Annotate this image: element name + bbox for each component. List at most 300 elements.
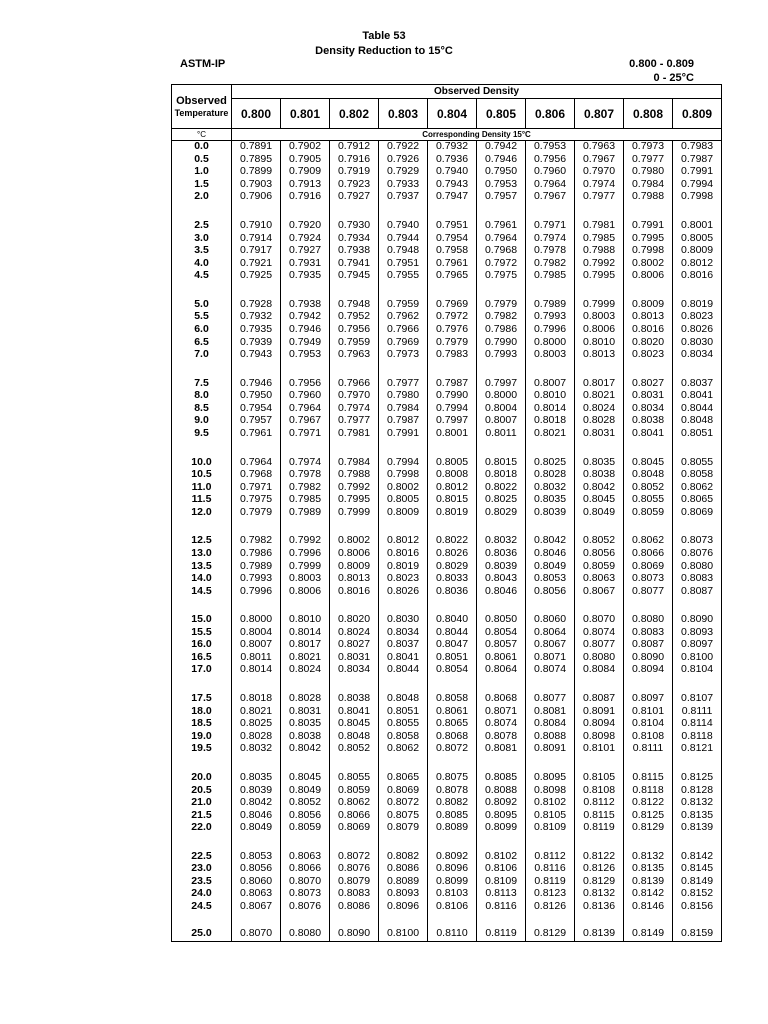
density-cell: 0.8062 — [330, 796, 379, 809]
density-cell: 0.8102 — [477, 850, 526, 863]
density-cell: 0.8091 — [526, 743, 575, 756]
temperature-cell: 6.5 — [172, 336, 232, 349]
density-cell: 0.7977 — [379, 377, 428, 390]
density-cell: 0.8096 — [379, 900, 428, 913]
density-cell: 0.8025 — [526, 456, 575, 469]
table-row — [172, 875, 722, 888]
spacer-cell — [477, 282, 526, 298]
density-cell: 0.8085 — [428, 809, 477, 822]
density-cell: 0.7963 — [575, 140, 624, 153]
density-cell: 0.8007 — [526, 377, 575, 390]
density-cell: 0.8054 — [428, 664, 477, 677]
density-cell: 0.8031 — [281, 705, 330, 718]
density-cell: 0.8076 — [330, 863, 379, 876]
density-cell: 0.8071 — [477, 705, 526, 718]
spacer-cell — [330, 834, 379, 850]
density-cell: 0.8082 — [428, 796, 477, 809]
temperature-cell: 12.5 — [172, 535, 232, 548]
density-cell: 0.8126 — [575, 863, 624, 876]
density-cell: 0.8123 — [526, 888, 575, 901]
density-cell: 0.8032 — [526, 481, 575, 494]
spacer-cell — [281, 834, 330, 850]
density-cell: 0.7973 — [379, 348, 428, 361]
temperature-cell: 22.0 — [172, 822, 232, 835]
column-header: 0.806 — [526, 99, 575, 129]
density-cell: 0.7962 — [379, 311, 428, 324]
density-cell: 0.7997 — [477, 377, 526, 390]
density-cell: 0.8049 — [281, 784, 330, 797]
density-cell: 0.8101 — [575, 743, 624, 756]
density-cell: 0.8007 — [477, 415, 526, 428]
density-cell: 0.8067 — [575, 585, 624, 598]
density-cell: 0.7972 — [428, 311, 477, 324]
density-cell: 0.8072 — [428, 743, 477, 756]
density-cell: 0.8017 — [281, 639, 330, 652]
density-cell: 0.8076 — [673, 547, 722, 560]
group-spacer — [172, 519, 722, 535]
density-cell: 0.7953 — [526, 140, 575, 153]
density-cell: 0.7950 — [477, 166, 526, 179]
density-cell: 0.8050 — [477, 614, 526, 627]
table-number: Table 53 — [362, 30, 406, 42]
temperature-cell: 0.0 — [172, 140, 232, 153]
density-cell: 0.8041 — [330, 705, 379, 718]
density-cell: 0.8129 — [575, 875, 624, 888]
density-cell: 0.7985 — [575, 232, 624, 245]
group-spacer — [172, 440, 722, 456]
density-cell: 0.7946 — [477, 153, 526, 166]
density-cell: 0.8038 — [575, 469, 624, 482]
spacer-cell — [330, 361, 379, 377]
density-cell: 0.8039 — [526, 506, 575, 519]
spacer-cell — [428, 676, 477, 692]
spacer-cell — [624, 361, 673, 377]
group-spacer — [172, 676, 722, 692]
temperature-cell: 13.0 — [172, 547, 232, 560]
spacer-cell — [624, 203, 673, 219]
spacer-cell — [526, 913, 575, 925]
density-cell: 0.8006 — [281, 585, 330, 598]
density-cell: 0.8039 — [232, 784, 281, 797]
table-row — [172, 336, 722, 349]
density-cell: 0.7891 — [232, 140, 281, 153]
density-cell: 0.8109 — [477, 875, 526, 888]
density-cell: 0.8021 — [526, 427, 575, 440]
density-cell: 0.7991 — [673, 166, 722, 179]
column-header: 0.808 — [624, 99, 673, 129]
table-row — [172, 166, 722, 179]
density-cell: 0.8070 — [575, 614, 624, 627]
density-cell: 0.7961 — [232, 427, 281, 440]
density-cell: 0.8098 — [575, 730, 624, 743]
spacer-cell — [673, 598, 722, 614]
table-row — [172, 257, 722, 270]
density-cell: 0.7999 — [330, 506, 379, 519]
temperature-cell: 3.5 — [172, 245, 232, 258]
spacer-cell — [428, 913, 477, 925]
spacer-cell — [575, 834, 624, 850]
density-cell: 0.7951 — [428, 219, 477, 232]
density-cell: 0.8066 — [281, 863, 330, 876]
density-cell: 0.8035 — [232, 771, 281, 784]
spacer-cell — [477, 676, 526, 692]
temperature-cell: 11.5 — [172, 494, 232, 507]
density-cell: 0.7969 — [379, 336, 428, 349]
density-cell: 0.7935 — [232, 323, 281, 336]
density-cell: 0.8009 — [624, 298, 673, 311]
density-cell: 0.8063 — [575, 572, 624, 585]
density-cell: 0.7990 — [477, 336, 526, 349]
density-cell: 0.7927 — [281, 245, 330, 258]
density-cell: 0.8071 — [526, 651, 575, 664]
density-cell: 0.7988 — [330, 469, 379, 482]
density-cell: 0.7938 — [330, 245, 379, 258]
density-cell: 0.7953 — [281, 348, 330, 361]
density-cell: 0.8049 — [232, 822, 281, 835]
density-cell: 0.8053 — [232, 850, 281, 863]
spacer-cell — [575, 519, 624, 535]
density-cell: 0.8089 — [379, 875, 428, 888]
density-cell: 0.8093 — [673, 626, 722, 639]
density-cell: 0.7996 — [526, 323, 575, 336]
density-cell: 0.8042 — [575, 481, 624, 494]
spacer-cell — [172, 676, 232, 692]
density-cell: 0.8014 — [232, 664, 281, 677]
density-cell: 0.7957 — [232, 415, 281, 428]
density-cell: 0.8049 — [526, 560, 575, 573]
density-cell: 0.7932 — [232, 311, 281, 324]
temperature-cell: 21.0 — [172, 796, 232, 809]
density-cell: 0.7999 — [281, 560, 330, 573]
density-cell: 0.8003 — [281, 572, 330, 585]
density-cell: 0.8008 — [428, 469, 477, 482]
density-cell: 0.8023 — [673, 311, 722, 324]
density-cell: 0.7953 — [477, 178, 526, 191]
temperature-cell: 19.0 — [172, 730, 232, 743]
density-cell: 0.8044 — [428, 626, 477, 639]
density-cell: 0.8048 — [624, 469, 673, 482]
column-header: 0.807 — [575, 99, 624, 129]
table-row — [172, 718, 722, 731]
density-cell: 0.8038 — [281, 730, 330, 743]
density-cell: 0.8042 — [281, 743, 330, 756]
spacer-cell — [281, 755, 330, 771]
density-cell: 0.7960 — [526, 166, 575, 179]
density-cell: 0.7951 — [379, 257, 428, 270]
density-cell: 0.8083 — [330, 888, 379, 901]
table-row — [172, 626, 722, 639]
density-cell: 0.7993 — [477, 348, 526, 361]
density-cell: 0.8041 — [379, 651, 428, 664]
density-cell: 0.7964 — [526, 178, 575, 191]
density-cell: 0.8043 — [477, 572, 526, 585]
spacer-cell — [428, 440, 477, 456]
column-header: 0.809 — [673, 99, 722, 129]
density-cell: 0.8027 — [330, 639, 379, 652]
density-cell: 0.8046 — [526, 547, 575, 560]
density-cell: 0.7963 — [330, 348, 379, 361]
density-cell: 0.8099 — [477, 822, 526, 835]
density-cell: 0.7992 — [330, 481, 379, 494]
density-cell: 0.7905 — [281, 153, 330, 166]
row-header-line1: Observed — [176, 94, 227, 107]
density-cell: 0.8002 — [379, 481, 428, 494]
table-row — [172, 547, 722, 560]
density-cell: 0.8045 — [330, 718, 379, 731]
density-cell: 0.8056 — [575, 547, 624, 560]
spacer-cell — [575, 203, 624, 219]
density-cell: 0.8023 — [379, 572, 428, 585]
density-cell: 0.8113 — [477, 888, 526, 901]
group-spacer — [172, 598, 722, 614]
temperature-cell: 15.5 — [172, 626, 232, 639]
density-cell: 0.8016 — [624, 323, 673, 336]
spacer-cell — [428, 834, 477, 850]
spacer-cell — [281, 361, 330, 377]
density-cell: 0.7993 — [232, 572, 281, 585]
density-cell: 0.7926 — [379, 153, 428, 166]
density-cell: 0.8051 — [673, 427, 722, 440]
spacer-cell — [428, 519, 477, 535]
column-header: 0.801 — [281, 99, 330, 129]
density-cell: 0.7995 — [624, 232, 673, 245]
density-cell: 0.8077 — [575, 639, 624, 652]
temperature-cell: 22.5 — [172, 850, 232, 863]
density-cell: 0.8032 — [232, 743, 281, 756]
spacer-cell — [575, 755, 624, 771]
density-cell: 0.8132 — [624, 850, 673, 863]
density-cell: 0.8088 — [477, 784, 526, 797]
density-cell: 0.8060 — [526, 614, 575, 627]
density-cell: 0.7941 — [330, 257, 379, 270]
density-cell: 0.8136 — [575, 900, 624, 913]
density-cell: 0.7942 — [281, 311, 330, 324]
density-cell: 0.7930 — [330, 219, 379, 232]
density-cell: 0.8024 — [281, 664, 330, 677]
spacer-cell — [379, 598, 428, 614]
density-cell: 0.8001 — [673, 219, 722, 232]
spacer-cell — [379, 519, 428, 535]
density-cell: 0.8115 — [575, 809, 624, 822]
density-cell: 0.8078 — [477, 730, 526, 743]
density-cell: 0.8102 — [526, 796, 575, 809]
density-cell: 0.8028 — [232, 730, 281, 743]
density-cell: 0.8038 — [624, 415, 673, 428]
density-cell: 0.8061 — [428, 705, 477, 718]
density-cell: 0.8021 — [281, 651, 330, 664]
spacer-cell — [624, 440, 673, 456]
column-header: 0.804 — [428, 99, 477, 129]
density-cell: 0.7968 — [232, 469, 281, 482]
density-cell: 0.7964 — [477, 232, 526, 245]
density-cell: 0.7922 — [379, 140, 428, 153]
table-row — [172, 219, 722, 232]
density-cell: 0.8040 — [428, 614, 477, 627]
spacer-cell — [330, 519, 379, 535]
table-row — [172, 494, 722, 507]
temperature-range: 0 - 25°C — [653, 72, 694, 84]
table-row — [172, 298, 722, 311]
density-cell: 0.8075 — [428, 771, 477, 784]
density-cell: 0.7982 — [281, 481, 330, 494]
spacer-cell — [428, 361, 477, 377]
density-cell: 0.8009 — [330, 560, 379, 573]
density-cell: 0.7946 — [232, 377, 281, 390]
density-cell: 0.7956 — [281, 377, 330, 390]
density-cell: 0.7989 — [232, 560, 281, 573]
spacer-cell — [172, 440, 232, 456]
density-cell: 0.7967 — [281, 415, 330, 428]
density-cell: 0.7975 — [477, 270, 526, 283]
spacer-cell — [624, 598, 673, 614]
density-cell: 0.7985 — [281, 494, 330, 507]
spacer-cell — [379, 361, 428, 377]
density-cell: 0.7940 — [428, 166, 477, 179]
density-cell: 0.7943 — [428, 178, 477, 191]
temperature-cell: 0.5 — [172, 153, 232, 166]
spacer-cell — [379, 913, 428, 925]
density-cell: 0.7984 — [624, 178, 673, 191]
density-cell: 0.8012 — [379, 535, 428, 548]
density-cell: 0.7961 — [477, 219, 526, 232]
temperature-cell: 1.0 — [172, 166, 232, 179]
density-cell: 0.7956 — [526, 153, 575, 166]
density-cell: 0.8097 — [673, 639, 722, 652]
density-cell: 0.8119 — [477, 925, 526, 941]
density-cell: 0.8045 — [624, 456, 673, 469]
density-cell: 0.8112 — [526, 850, 575, 863]
density-cell: 0.7992 — [281, 535, 330, 548]
table-row — [172, 771, 722, 784]
density-cell: 0.8048 — [673, 415, 722, 428]
density-cell: 0.7974 — [330, 402, 379, 415]
density-cell: 0.7974 — [575, 178, 624, 191]
density-cell: 0.7967 — [526, 191, 575, 204]
density-cell: 0.7964 — [232, 456, 281, 469]
table-row — [172, 245, 722, 258]
density-cell: 0.7973 — [624, 140, 673, 153]
spacer-cell — [477, 361, 526, 377]
density-cell: 0.8092 — [428, 850, 477, 863]
density-cell: 0.8014 — [526, 402, 575, 415]
density-cell: 0.8146 — [624, 900, 673, 913]
density-cell: 0.8118 — [673, 730, 722, 743]
table-row — [172, 822, 722, 835]
density-cell: 0.8061 — [477, 651, 526, 664]
density-cell: 0.7913 — [281, 178, 330, 191]
spacer-cell — [172, 755, 232, 771]
density-cell: 0.8129 — [624, 822, 673, 835]
density-cell: 0.8074 — [526, 664, 575, 677]
density-cell: 0.8016 — [379, 547, 428, 560]
table-row — [172, 925, 722, 941]
density-cell: 0.7954 — [428, 232, 477, 245]
density-cell: 0.7938 — [281, 298, 330, 311]
temperature-cell: 18.0 — [172, 705, 232, 718]
group-spacer — [172, 834, 722, 850]
density-cell: 0.8095 — [477, 809, 526, 822]
spacer-cell — [232, 676, 281, 692]
temperature-cell: 3.0 — [172, 232, 232, 245]
density-cell: 0.8065 — [428, 718, 477, 731]
spacer-cell — [624, 834, 673, 850]
density-cell: 0.8087 — [575, 692, 624, 705]
density-cell: 0.7917 — [232, 245, 281, 258]
density-cell: 0.8041 — [673, 390, 722, 403]
spacer-cell — [624, 913, 673, 925]
density-cell: 0.8035 — [526, 494, 575, 507]
density-cell: 0.7932 — [428, 140, 477, 153]
density-cell: 0.8132 — [673, 796, 722, 809]
density-cell: 0.8054 — [477, 626, 526, 639]
density-cell: 0.7978 — [281, 469, 330, 482]
table-row — [172, 153, 722, 166]
spacer-cell — [575, 361, 624, 377]
density-cell: 0.8038 — [330, 692, 379, 705]
density-cell: 0.7924 — [281, 232, 330, 245]
table-row — [172, 415, 722, 428]
density-cell: 0.8075 — [379, 809, 428, 822]
density-cell: 0.7899 — [232, 166, 281, 179]
density-cell: 0.8027 — [624, 377, 673, 390]
temperature-cell: 12.0 — [172, 506, 232, 519]
density-cell: 0.7927 — [330, 191, 379, 204]
density-cell: 0.8057 — [477, 639, 526, 652]
density-cell: 0.7923 — [330, 178, 379, 191]
density-cell: 0.7936 — [428, 153, 477, 166]
density-cell: 0.8036 — [477, 547, 526, 560]
density-cell: 0.7998 — [624, 245, 673, 258]
density-cell: 0.7969 — [428, 298, 477, 311]
density-cell: 0.8007 — [232, 639, 281, 652]
spacer-cell — [172, 519, 232, 535]
temperature-cell: 14.5 — [172, 585, 232, 598]
spacer-cell — [673, 834, 722, 850]
table-row — [172, 888, 722, 901]
density-cell: 0.8006 — [575, 323, 624, 336]
density-cell: 0.8149 — [624, 925, 673, 941]
spacer-cell — [232, 282, 281, 298]
density-cell: 0.8083 — [624, 626, 673, 639]
table-row — [172, 191, 722, 204]
table-row — [172, 535, 722, 548]
table-row — [172, 390, 722, 403]
density-cell: 0.8058 — [379, 730, 428, 743]
spacer-cell — [673, 676, 722, 692]
density-cell: 0.8077 — [624, 585, 673, 598]
density-cell: 0.8139 — [624, 875, 673, 888]
density-cell: 0.8000 — [232, 614, 281, 627]
density-cell: 0.8034 — [330, 664, 379, 677]
temperature-cell: 16.0 — [172, 639, 232, 652]
density-cell: 0.7988 — [575, 245, 624, 258]
density-cell: 0.8056 — [526, 585, 575, 598]
density-cell: 0.7979 — [477, 298, 526, 311]
temperature-cell: 2.0 — [172, 191, 232, 204]
density-cell: 0.8104 — [624, 718, 673, 731]
density-cell: 0.8003 — [526, 348, 575, 361]
spacer-cell — [477, 913, 526, 925]
density-cell: 0.8142 — [624, 888, 673, 901]
density-cell: 0.8045 — [281, 771, 330, 784]
density-cell: 0.8084 — [575, 664, 624, 677]
density-cell: 0.8001 — [428, 427, 477, 440]
spacer-cell — [281, 282, 330, 298]
density-cell: 0.8156 — [673, 900, 722, 913]
density-cell: 0.8062 — [673, 481, 722, 494]
spacer-cell — [575, 440, 624, 456]
density-cell: 0.8013 — [624, 311, 673, 324]
